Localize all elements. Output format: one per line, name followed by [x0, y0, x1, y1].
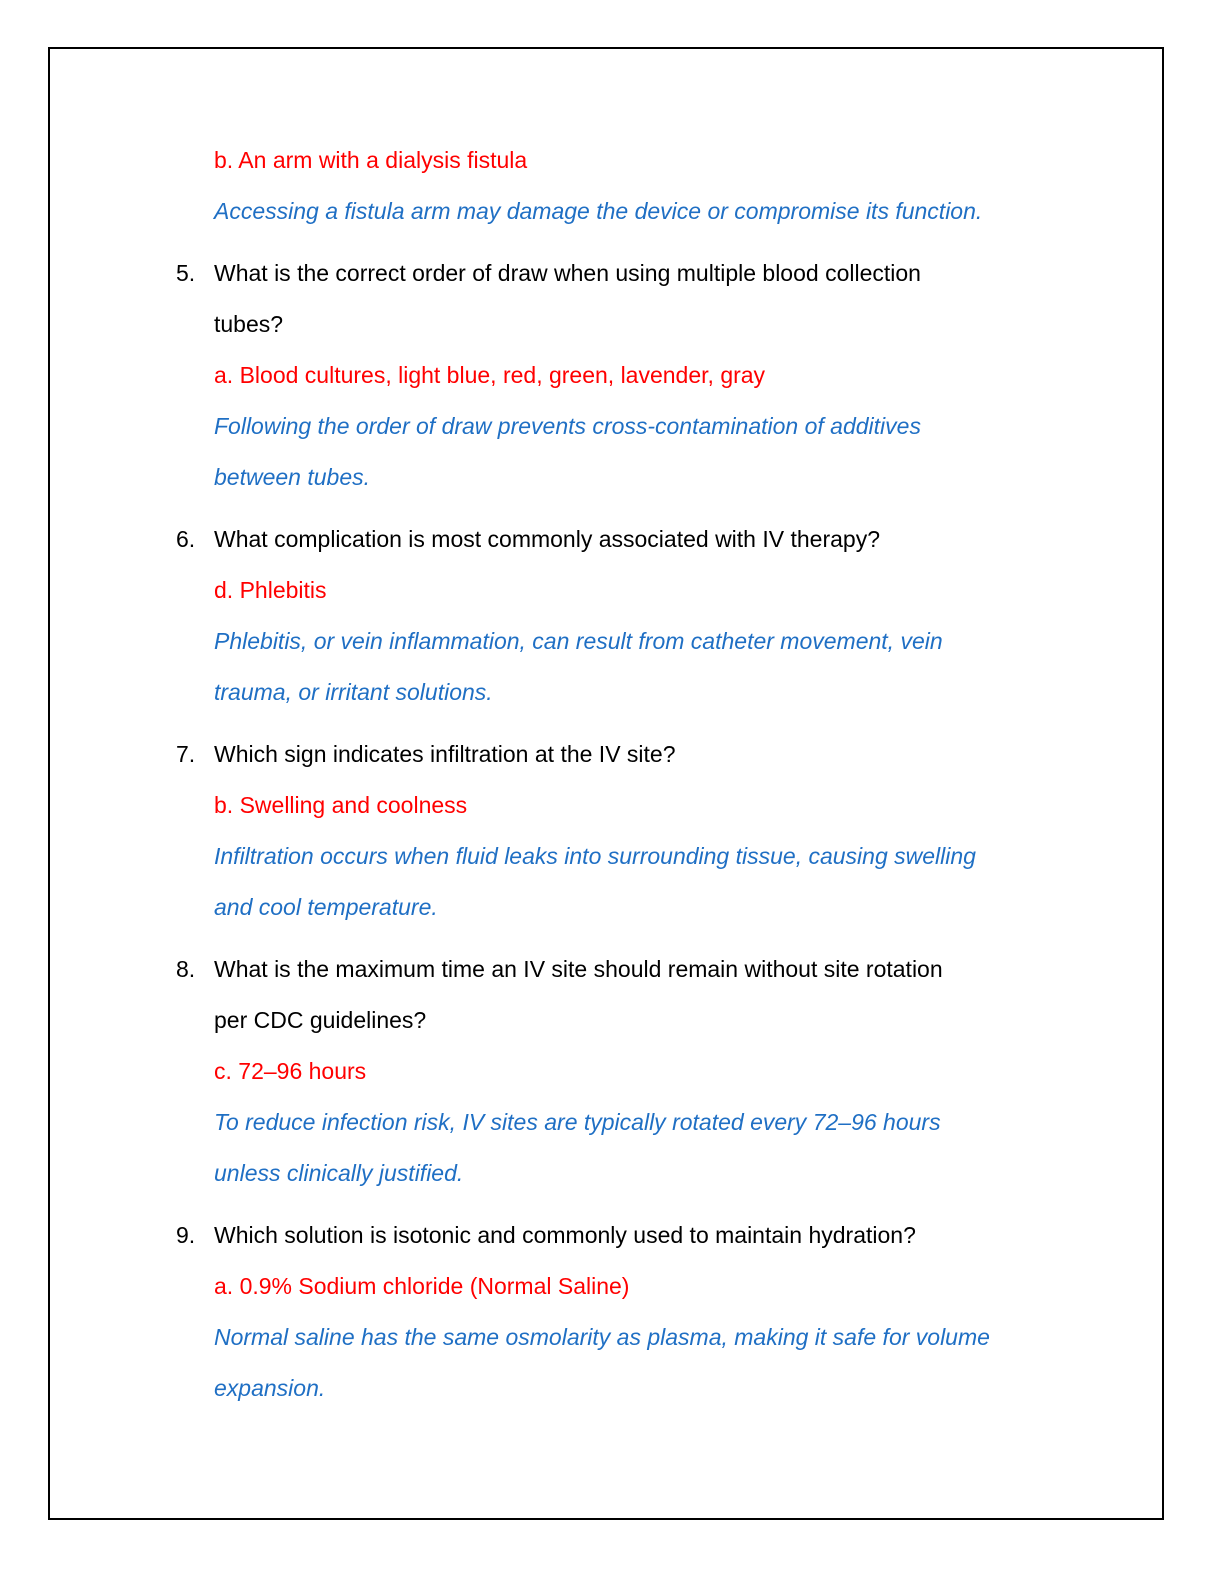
explanation-6-line-1: Phlebitis, or vein inflammation, can result from catheter movement, vein [214, 628, 943, 654]
explanation-9-line-1: Normal saline has the same osmolarity as plasma, making it safe for volume [214, 1324, 990, 1350]
explanation-9-line-2: expansion. [214, 1375, 326, 1401]
explanation-7-line-2: and cool temperature. [214, 894, 438, 920]
question-number-9: 9. [176, 1222, 196, 1248]
question-7-line-1: Which sign indicates infiltration at the IV site? [214, 741, 676, 767]
question-5-line-1: What is the correct order of draw when using multiple blood collection [214, 260, 921, 286]
question-8-line-2: per CDC guidelines? [214, 1007, 427, 1033]
explanation-4-line-1: Accessing a fistula arm may damage the device or compromise its function. [214, 198, 983, 224]
answer-8: c. 72–96 hours [214, 1058, 367, 1084]
explanation-6-line-2: trauma, or irritant solutions. [214, 679, 493, 705]
question-5-line-2: tubes? [214, 311, 284, 337]
explanation-5-line-1: Following the order of draw prevents cross-contamination of additives [214, 413, 921, 439]
explanation-8-line-1: To reduce infection risk, IV sites are typically rotated every 72–96 hours [214, 1109, 941, 1135]
question-8-line-1: What is the maximum time an IV site should remain without site rotation [214, 956, 943, 982]
question-number-5: 5. [176, 260, 196, 286]
explanation-7-line-1: Infiltration occurs when fluid leaks into surrounding tissue, causing swelling [214, 843, 976, 869]
answer-9: a. 0.9% Sodium chloride (Normal Saline) [214, 1273, 630, 1299]
question-6-line-1: What complication is most commonly associated with IV therapy? [214, 526, 880, 552]
question-number-8: 8. [176, 956, 196, 982]
answer-4: b. An arm with a dialysis fistula [214, 147, 528, 173]
answer-5: a. Blood cultures, light blue, red, green, lavender, gray [214, 362, 766, 388]
question-number-6: 6. [176, 526, 196, 552]
explanation-8-line-2: unless clinically justified. [214, 1160, 464, 1186]
answer-6: d. Phlebitis [214, 577, 327, 603]
question-9-line-1: Which solution is isotonic and commonly used to maintain hydration? [214, 1222, 916, 1248]
answer-7: b. Swelling and coolness [214, 792, 468, 818]
question-number-7: 7. [176, 741, 196, 767]
explanation-5-line-2: between tubes. [214, 464, 371, 490]
